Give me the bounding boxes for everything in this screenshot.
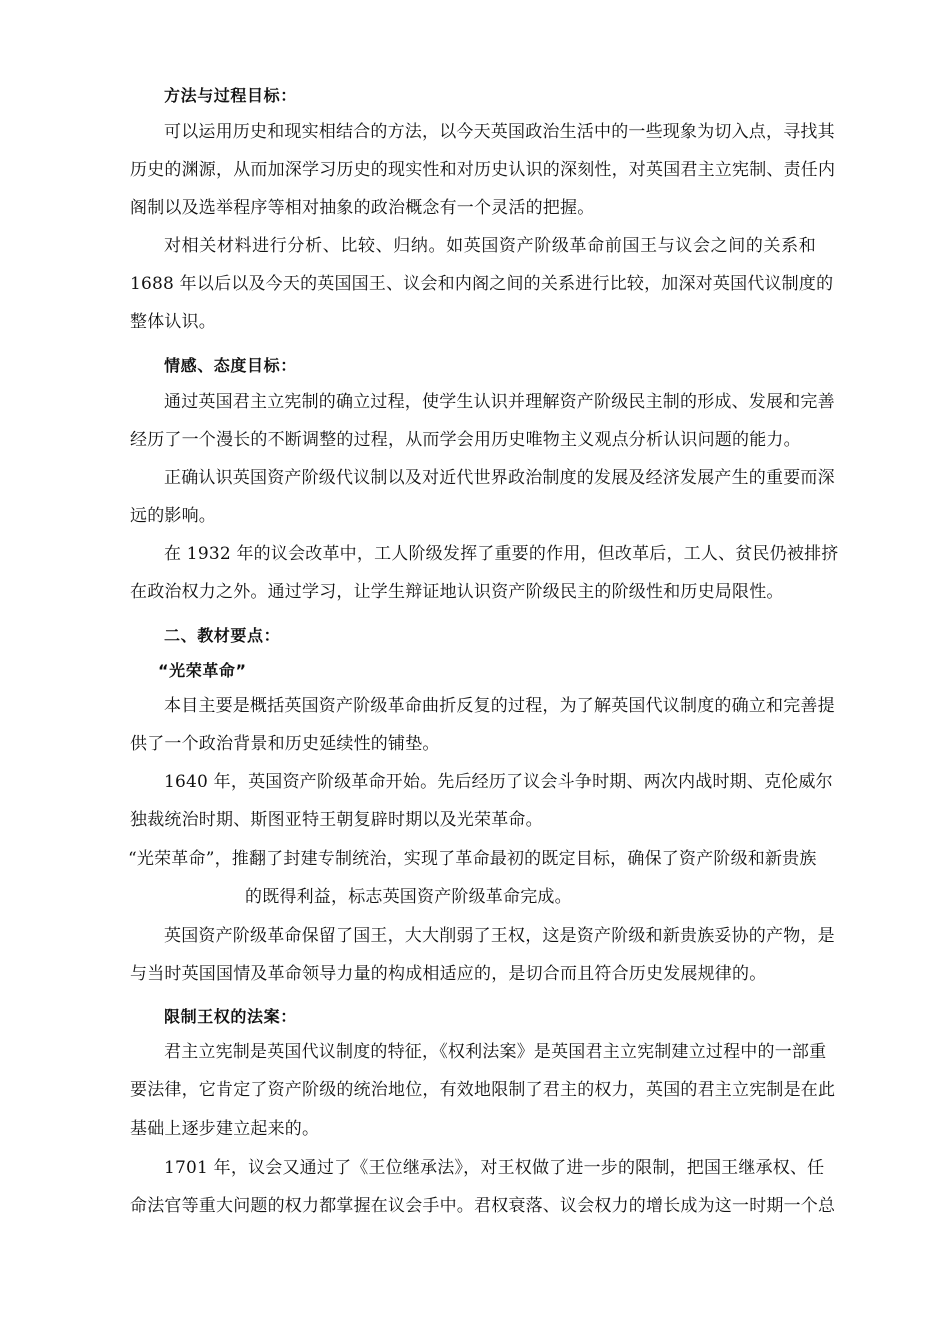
paragraph-line: 供了一个政治背景和历史延续性的铺垫。 [130, 734, 440, 754]
subheading-glorious-revolution: “光荣革命” [158, 661, 247, 680]
paragraph-line: 历史的渊源，从而加深学习历史的现实性和对历史认识的深刻性，对英国君主立宪制、责任内 [130, 160, 836, 180]
paragraph-line: 1701 年，议会又通过了《王位继承法》，对王权做了进一步的限制，把国王继承权、任 [164, 1158, 825, 1178]
paragraph-line: 在 1932 年的议会改革中，工人阶级发挥了重要的作用，但改革后，工人、贫民仍被排挤 [164, 544, 839, 564]
paragraph-line: 正确认识英国资产阶级代议制以及对近代世界政治制度的发展及经济发展产生的重要而深 [164, 468, 835, 488]
paragraph-line: 整体认识。 [130, 312, 216, 332]
paragraph-line: 要法律，它肯定了资产阶级的统治地位，有效地限制了君主的权力，英国的君主立宪制是在此 [130, 1080, 836, 1100]
paragraph-line: 对相关材料进行分析、比较、归纳。如英国资产阶级革命前国王与议会之间的关系和 [164, 236, 816, 256]
paragraph-line: 可以运用历史和现实相结合的方法，以今天英国政治生活中的一些现象为切入点，寻找其 [164, 122, 835, 142]
paragraph-line: 基础上逐步建立起来的。 [130, 1119, 320, 1139]
paragraph-line: 英国资产阶级革命保留了国王，大大削弱了王权，这是资产阶级和新贵族妥协的产物，是 [164, 926, 835, 946]
section-heading-textbook-points: 二、教材要点： [164, 626, 281, 645]
paragraph-line: 本目主要是概括英国资产阶级革命曲折反复的过程，为了解英国代议制度的确立和完善提 [164, 696, 835, 716]
paragraph-line: 1640 年，英国资产阶级革命开始。先后经历了议会斗争时期、两次内战时期、克伦威尔 [164, 772, 833, 792]
paragraph-line: 远的影响。 [130, 506, 216, 526]
paragraph-line: 通过英国君主立宪制的确立过程，使学生认识并理解资产阶级民主制的形成、发展和完善 [164, 392, 835, 412]
section-heading-emotion: 情感、态度目标： [164, 356, 297, 375]
paragraph-line: 命法官等重大问题的权力都掌握在议会手中。君权衰落、议会权力的增长成为这一时期一个总 [130, 1196, 836, 1216]
paragraph-line: 阁制以及选举程序等相对抽象的政治概念有一个灵活的把握。 [130, 198, 595, 218]
section-heading-bill-of-rights: 限制王权的法案： [164, 1007, 297, 1026]
paragraph-line: 在政治权力之外。通过学习，让学生辩证地认识资产阶级民主的阶级性和历史局限性。 [130, 582, 784, 602]
paragraph-line: 与当时英国国情及革命领导力量的构成相适应的，是切合而且符合历史发展规律的。 [130, 964, 767, 984]
paragraph-line: 君主立宪制是英国代议制度的特征，《权利法案》是英国君主立宪制建立过程中的一部重 [164, 1042, 827, 1062]
paragraph-line: 的既得利益，标志英国资产阶级革命完成。 [245, 887, 572, 907]
paragraph-line: 1688 年以后以及今天的英国国王、议会和内阁之间的关系进行比较，加深对英国代议制度的 [130, 274, 834, 294]
paragraph-line: “光荣革命”，推翻了封建专制统治，实现了革命最初的既定目标，确保了资产阶级和新贵族 [128, 849, 817, 869]
section-heading-methods: 方法与过程目标： [164, 86, 297, 105]
paragraph-line: 独裁统治时期、斯图亚特王朝复辟时期以及光荣革命。 [130, 810, 543, 830]
paragraph-line: 经历了一个漫长的不断调整的过程，从而学会用历史唯物主义观点分析认识问题的能力。 [130, 430, 801, 450]
